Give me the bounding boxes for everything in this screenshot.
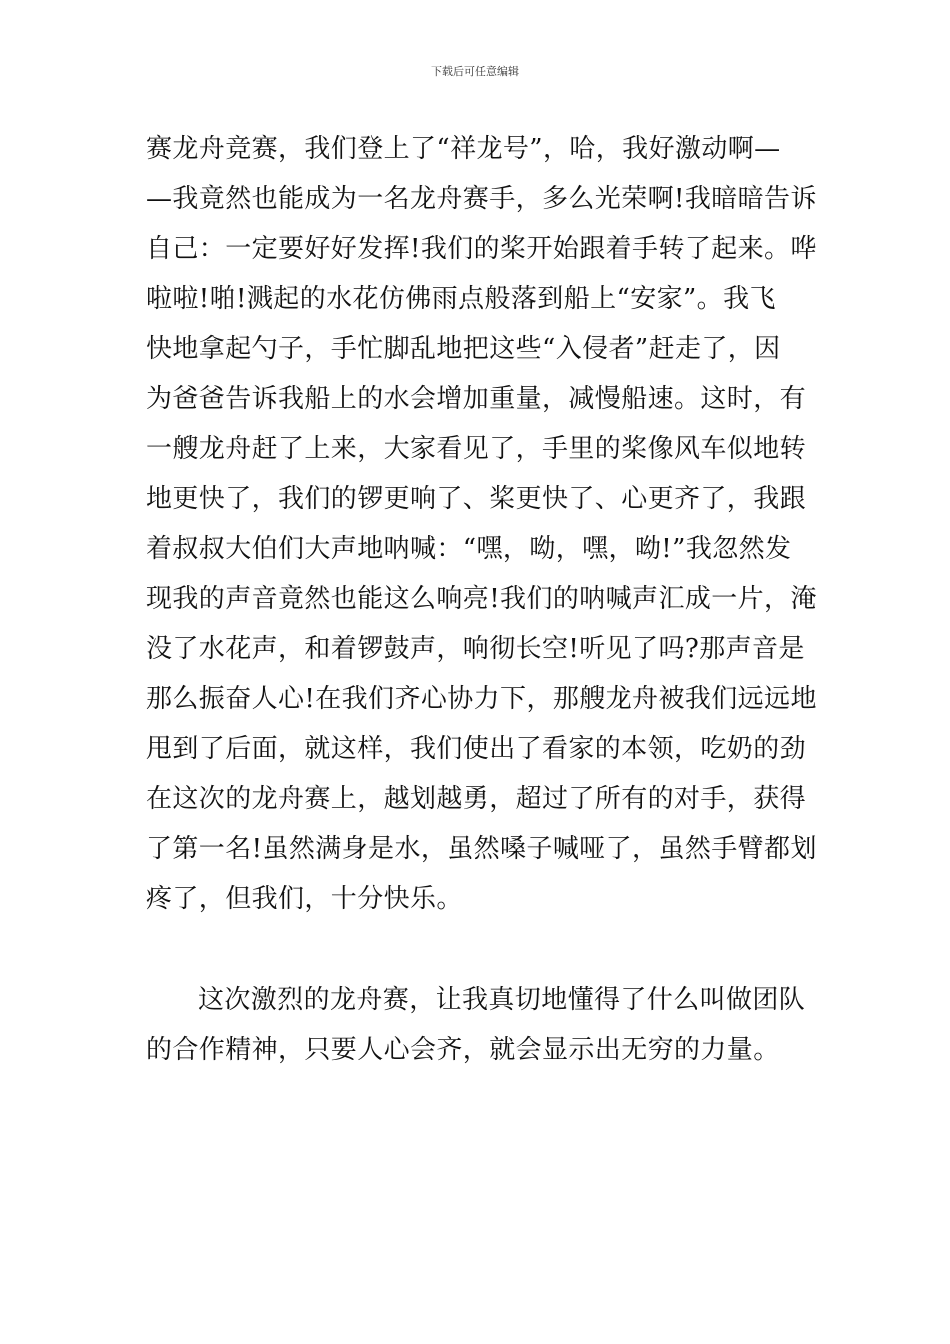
text-line: 这次激烈的龙舟赛，让我真切地懂得了什么叫做团队 <box>198 985 806 1015</box>
text-line: 了第一名!虽然满身是水，虽然嗓子喊哑了，虽然手臂都划 <box>146 834 817 864</box>
text-line: 一艘龙舟赶了上来，大家看见了，手里的桨像风车似地转 <box>146 434 807 464</box>
text-line: 自己：一定要好好发挥!我们的桨开始跟着手转了起来。哗 <box>146 234 817 264</box>
text-line: 着叔叔大伯们大声地呐喊：“嘿，呦，嘿，呦!”我忽然发 <box>146 534 792 564</box>
text-line: 地更快了，我们的锣更响了、桨更快了、心更齐了，我跟 <box>146 484 807 514</box>
text-line: 快地拿起勺子，手忙脚乱地把这些“入侵者”赶走了，因 <box>146 334 781 364</box>
page-header: 下载后可任意编辑 <box>431 65 519 78</box>
text-line: —我竟然也能成为一名龙舟赛手，多么光荣啊!我暗暗告诉 <box>146 184 817 214</box>
text-line: 那么振奋人心!在我们齐心协力下，那艘龙舟被我们远远地 <box>146 684 817 714</box>
text-line: 在这次的龙舟赛上，越划越勇，超过了所有的对手，获得 <box>146 784 807 814</box>
paragraph-race <box>146 124 816 924</box>
text-line: 甩到了后面，就这样，我们使出了看家的本领，吃奶的劲 <box>146 734 807 764</box>
text-line: 为爸爸告诉我船上的水会增加重量，减慢船速。这时，有 <box>146 384 807 414</box>
text-line: 现我的声音竟然也能这么响亮!我们的呐喊声汇成一片，淹 <box>146 584 817 614</box>
text-line: 没了水花声，和着锣鼓声，响彻长空!听见了吗?那声音是 <box>146 634 805 664</box>
text-line: 赛龙舟竞赛，我们登上了“祥龙号”，哈，我好激动啊— <box>146 134 781 164</box>
paragraph-conclusion <box>146 975 816 1075</box>
text-line: 的合作精神，只要人心会齐，就会显示出无穷的力量。 <box>146 1035 780 1065</box>
text-line: 疼了，但我们，十分快乐。 <box>146 884 463 914</box>
text-line: 啦啦!啪!溅起的水花仿佛雨点般落到船上“安家”。我飞 <box>146 284 776 314</box>
